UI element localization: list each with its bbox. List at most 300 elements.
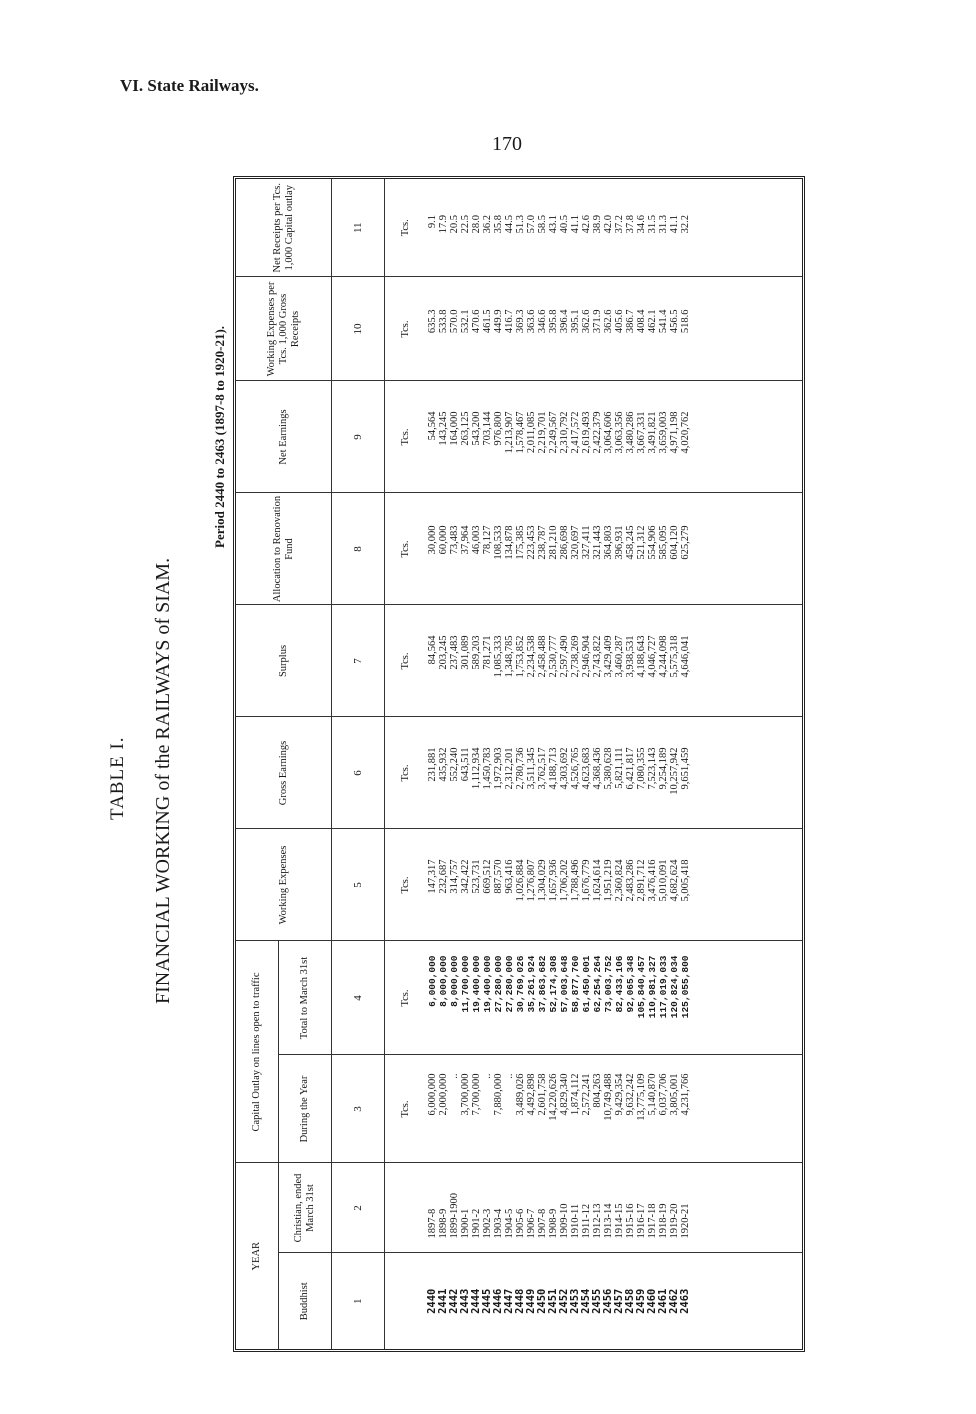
working-per-gross-header: Working Expenses per Tcs. 1,000 Gross Receipts: [236, 277, 332, 381]
table-cell: 42.6: [581, 215, 592, 234]
table-cell: 164,000: [449, 411, 460, 446]
table-cell: 408.4: [636, 309, 647, 334]
unit-label: Tcs.: [385, 605, 426, 717]
table-cell: 2456: [602, 1288, 614, 1314]
table-cell: 263,125: [460, 411, 471, 446]
table-cell: 1,450,783: [482, 747, 493, 790]
table-cell: 1908-9: [548, 1208, 559, 1239]
table-cell: 232,687: [438, 859, 449, 894]
table-cell: 4,244,098: [658, 635, 669, 678]
table-cell: 1,085,333: [493, 635, 504, 678]
table-cell: 396.4: [559, 309, 570, 334]
table-cell: 2,011,085: [526, 411, 537, 454]
financial-table-rotated: [236, 179, 802, 1349]
table-cell: 8,000,000: [438, 955, 449, 1007]
table-cell: 386.7: [625, 309, 636, 334]
table-cell: 362.6: [603, 309, 614, 334]
table-cell: 395.1: [570, 309, 581, 334]
net-per-capital-header: Net Receipts per Tcs. 1,000 Capital outlay: [236, 179, 332, 277]
table-cell: 1898-9: [438, 1208, 449, 1239]
table-cell: 589,203: [471, 635, 482, 670]
table-cell: 7,080,355: [636, 747, 647, 790]
column-number: 9: [332, 381, 385, 493]
table-cell: 4,623,683: [581, 747, 592, 790]
table-cell: 84,564: [427, 635, 438, 665]
table-cell: 541.4: [658, 309, 669, 334]
table-cell: 2461: [657, 1288, 669, 1314]
table-cell: 4,188,713: [548, 747, 559, 790]
table-cell: 1,578,467: [515, 411, 526, 454]
col-working-per-gross: [425, 277, 802, 381]
table-cell: 37.8: [625, 215, 636, 234]
table-cell: 781,271: [482, 635, 493, 670]
table-cell: 363.6: [526, 309, 537, 334]
column-number: 8: [332, 493, 385, 605]
table-cell: 625,279: [680, 525, 691, 560]
table-cell: 2,743,822: [592, 635, 603, 678]
table-cell: 1,657,936: [548, 859, 559, 902]
table-cell: 110,981,327: [647, 955, 658, 1019]
table-label: TABLE I.: [107, 736, 128, 820]
table-cell: 1,706,202: [559, 859, 570, 902]
table-cell: 41.1: [570, 215, 581, 234]
table-cell: 1,026,884: [515, 859, 526, 902]
table-cell: 78,127: [482, 525, 493, 555]
table-cell: 1,304,029: [537, 859, 548, 902]
unit-label: Tcs.: [385, 941, 426, 1055]
table-cell: 92,065,348: [625, 955, 636, 1013]
table-cell: 9.1: [427, 215, 438, 229]
table-cell: 2,619,493: [581, 411, 592, 454]
table-cell: 3,429,409: [603, 635, 614, 678]
table-cell: 4,829,340: [559, 1073, 570, 1116]
table-cell: 82,433,106: [614, 955, 625, 1013]
table-cell: 22.5: [460, 215, 471, 234]
table-cell: 13,775,109: [636, 1073, 647, 1121]
col-during-year: [425, 1055, 802, 1163]
table-cell: 1902-3: [482, 1208, 493, 1239]
table-cell: 1,951,219: [603, 859, 614, 902]
table-cell: 1913-14: [603, 1203, 614, 1239]
table-cell: 543,200: [471, 411, 482, 446]
unit-blank: [385, 1253, 426, 1349]
table-cell: 314,757: [449, 859, 460, 894]
table-cell: 105,840,457: [636, 955, 647, 1019]
table-cell: 9,254,189: [658, 747, 669, 790]
table-cell: 73,483: [449, 525, 460, 555]
table-cell: 2453: [569, 1288, 581, 1314]
table-cell: 1917-18: [647, 1203, 658, 1239]
table-cell: 552,240: [449, 747, 460, 782]
table-cell: 2459: [635, 1288, 647, 1314]
table-cell: 5,010,091: [658, 859, 669, 902]
table-cell: 40.5: [559, 215, 570, 234]
table-cell: 518.6: [680, 309, 691, 334]
table-cell: 1899-1900: [449, 1193, 460, 1239]
table-cell: 1911-12: [581, 1203, 592, 1239]
table-cell: 604,120: [669, 525, 680, 560]
table-cell: 2,000,000: [438, 1073, 449, 1116]
table-cell: 1909-10: [559, 1203, 570, 1239]
table-cell: 362.6: [581, 309, 592, 334]
table-cell: 2,249,567: [548, 411, 559, 454]
table-cell: 4,682,624: [669, 859, 680, 902]
table-cell: 371.9: [592, 309, 603, 334]
table-cell: 11,700,000: [460, 955, 471, 1013]
table-cell: 3,460,287: [614, 635, 625, 678]
table-cell: 2,219,701: [537, 411, 548, 454]
table-cell: 117,019,033: [658, 955, 669, 1019]
unit-label: Tcs.: [385, 381, 426, 493]
table-cell: 3,489,026: [515, 1073, 526, 1116]
table-cell: 37.2: [614, 215, 625, 234]
table-cell: 4,368,436: [592, 747, 603, 790]
table-cell: 1919-20: [669, 1203, 680, 1239]
table-cell: 1,276,807: [526, 859, 537, 902]
table-cell: 7,700,000: [471, 1073, 482, 1116]
table-cell: 175,385: [515, 525, 526, 560]
table-cell: 416.7: [504, 309, 515, 334]
table-cell: 3,491,821: [647, 411, 658, 454]
table-cell: 1905-6: [515, 1208, 526, 1239]
table-cell: 3,667,331: [636, 411, 647, 454]
column-number: 6: [332, 717, 385, 829]
table-cell: 887,570: [493, 859, 504, 894]
table-cell: 1,213,907: [504, 411, 515, 454]
table-cell: 4,303,692: [559, 747, 570, 790]
table-cell: 27,280,000: [493, 955, 504, 1013]
table-cell: 2,417,572: [570, 411, 581, 454]
table-cell: 2458: [624, 1288, 636, 1314]
table-cell: 1906-7: [526, 1208, 537, 1239]
table-cell: 6,037,706: [658, 1073, 669, 1116]
table-cell: 4,526,765: [570, 747, 581, 790]
table-cell: 1915-16: [625, 1203, 636, 1239]
column-number: 4: [332, 941, 385, 1055]
working-expenses-header: Working Expenses: [236, 829, 332, 941]
column-number: 10: [332, 277, 385, 381]
table-cell: 585,095: [658, 525, 669, 560]
table-cell: 364,803: [603, 525, 614, 560]
table-cell: 223,453: [526, 525, 537, 560]
total-march-header: Total to March 31st: [279, 941, 332, 1055]
table-cell: 1,788,496: [570, 859, 581, 902]
table-cell: 435,932: [438, 747, 449, 782]
table-cell: 3,480,286: [625, 411, 636, 454]
table-cell: 9,651,459: [680, 747, 691, 790]
table-cell: 36.2: [482, 215, 493, 234]
table-cell: 6,421,817: [625, 747, 636, 790]
table-cell: 554,906: [647, 525, 658, 560]
table-cell: 369.3: [515, 309, 526, 334]
table-cell: 4,046,727: [647, 635, 658, 678]
christian-header: Christian, ended March 31st: [279, 1163, 332, 1253]
table-cell: 19,400,000: [482, 955, 493, 1013]
table-cell: 14,220,626: [548, 1073, 559, 1121]
table-cell: 1916-17: [636, 1203, 647, 1239]
table-cell: 1907-8: [537, 1208, 548, 1239]
table-cell: 2451: [547, 1288, 559, 1314]
table-cell: 60,000: [438, 525, 449, 555]
table-cell: 1,972,903: [493, 747, 504, 790]
table-cell: 2,946,904: [581, 635, 592, 678]
table-cell: 5,575,318: [669, 635, 680, 678]
unit-label: Tcs.: [385, 829, 426, 941]
table-cell: 10,749,488: [603, 1073, 614, 1121]
table-cell: 1,112,934: [471, 747, 482, 790]
unit-label: Tcs.: [385, 179, 426, 277]
table-cell: 2445: [481, 1288, 493, 1314]
table-cell: 42.0: [603, 215, 614, 234]
table-cell: 2446: [492, 1288, 504, 1314]
table-cell: 4,020,762: [680, 411, 691, 454]
table-cell: 44.5: [504, 215, 515, 234]
table-cell: 321,443: [592, 525, 603, 560]
table-cell: 2,483,286: [625, 859, 636, 902]
table-cell: 1,624,614: [592, 859, 603, 902]
table-cell: 320,697: [570, 525, 581, 560]
allocation-header: Allocation to Renovation Fund: [236, 493, 332, 605]
table-cell: 1,348,785: [504, 635, 515, 678]
table-cell: 1,874,112: [570, 1073, 581, 1116]
table-cell: 643,511: [460, 747, 471, 782]
table-cell: 203,245: [438, 635, 449, 670]
table-cell: 2463: [679, 1288, 691, 1314]
table-cell: 2,891,712: [636, 859, 647, 902]
table-cell: 2460: [646, 1288, 658, 1314]
table-cell: 3,700,000: [460, 1073, 471, 1116]
table-cell: 669,512: [482, 859, 493, 894]
table-cell: 523,731: [471, 859, 482, 894]
table-cell: 2,597,490: [559, 635, 570, 678]
table-cell: ..: [449, 1073, 460, 1079]
buddhist-header: Buddhist: [279, 1253, 332, 1349]
table-cell: 3,476,416: [647, 859, 658, 902]
table-cell: 2450: [536, 1288, 548, 1314]
table-cell: 281,210: [548, 525, 559, 560]
table-cell: 5,005,418: [680, 859, 691, 902]
table-cell: 458,245: [625, 525, 636, 560]
table-cell: 6,000,000: [427, 1073, 438, 1116]
table-cell: 27,280,000: [504, 955, 515, 1013]
table-cell: 4,492,898: [526, 1073, 537, 1116]
table-cell: 43.1: [548, 215, 559, 234]
table-cell: 28.0: [471, 215, 482, 234]
col-surplus: [425, 605, 802, 717]
table-cell: ..: [504, 1073, 515, 1079]
table-cell: 10,257,942: [669, 747, 680, 795]
table-cell: 1903-4: [493, 1208, 504, 1239]
table-cell: 2440: [426, 1288, 438, 1314]
column-number: 11: [332, 179, 385, 277]
unit-label: Tcs.: [385, 493, 426, 605]
table-cell: 2,234,538: [526, 635, 537, 678]
table-cell: 346.6: [537, 309, 548, 334]
table-cell: 61,450,001: [581, 955, 592, 1013]
column-number: 7: [332, 605, 385, 717]
table-cell: 2462: [668, 1288, 680, 1314]
table-cell: 108,533: [493, 525, 504, 560]
table-cell: 342,422: [460, 859, 471, 894]
table-cell: 327,411: [581, 525, 592, 560]
table-cell: 46,003: [471, 525, 482, 555]
table-cell: 30,769,026: [515, 955, 526, 1013]
column-number: 5: [332, 829, 385, 941]
table-cell: 5,821,111: [614, 747, 625, 789]
period-caption: Period 2440 to 2463 (1897-8 to 1920-21).: [212, 325, 227, 548]
year-header: YEAR: [236, 1163, 279, 1349]
table-cell: 2457: [613, 1288, 625, 1314]
table-cell: 533.8: [438, 309, 449, 334]
table-cell: 35.8: [493, 215, 504, 234]
table-cell: 2,780,736: [515, 747, 526, 790]
table-cell: 1914-15: [614, 1203, 625, 1239]
table-cell: 37,863,682: [537, 955, 548, 1013]
table-cell: 7,523,143: [647, 747, 658, 790]
table-cell: ..: [482, 1073, 493, 1079]
table-cell: 31.3: [658, 215, 669, 234]
col-gross-earnings: [425, 717, 802, 829]
table-cell: 2444: [470, 1288, 482, 1314]
table-cell: 4,188,643: [636, 635, 647, 678]
table-cell: 32.2: [680, 215, 691, 234]
table-cell: 2452: [558, 1288, 570, 1314]
table-cell: 976,800: [493, 411, 504, 446]
table-cell: 2443: [459, 1288, 471, 1314]
table-cell: 35,261,924: [526, 955, 537, 1013]
table-cell: 1,676,779: [581, 859, 592, 902]
table-cell: 4,231,766: [680, 1073, 691, 1116]
table-cell: 3,511,345: [526, 747, 537, 790]
gross-earnings-header: Gross Earnings: [236, 717, 332, 829]
table-cell: 532.1: [460, 309, 471, 334]
table-cell: 4,646,041: [680, 635, 691, 678]
table-cell: 703,144: [482, 411, 493, 446]
column-number: 2: [332, 1163, 385, 1253]
table-cell: 2449: [525, 1288, 537, 1314]
table-cell: 2,601,758: [537, 1073, 548, 1116]
table-cell: 147,317: [427, 859, 438, 894]
table-cell: 2,738,269: [570, 635, 581, 678]
table-cell: 238,787: [537, 525, 548, 560]
table-cell: 2455: [591, 1288, 603, 1314]
table-cell: 570.0: [449, 309, 460, 334]
col-buddhist: [425, 1253, 802, 1349]
table-cell: 1912-13: [592, 1203, 603, 1239]
table-cell: 51.3: [515, 215, 526, 234]
unit-label: Tcs.: [385, 717, 426, 829]
table-cell: 2,530,777: [548, 635, 559, 678]
table-cell: 1920-21: [680, 1203, 691, 1239]
column-number: 3: [332, 1055, 385, 1163]
table-cell: 57,003,648: [559, 955, 570, 1013]
table-cell: 1900-1: [460, 1208, 471, 1239]
table-cell: 58,877,760: [570, 955, 581, 1013]
table-cell: 58.5: [537, 215, 548, 234]
table-cell: 1918-19: [658, 1203, 669, 1239]
table-cell: 237,483: [449, 635, 460, 670]
table-cell: 62,254,264: [592, 955, 603, 1013]
table-cell: 5,140,870: [647, 1073, 658, 1116]
table-cell: 521,312: [636, 525, 647, 560]
table-cell: 3,659,003: [658, 411, 669, 454]
table-cell: 30,000: [427, 525, 438, 555]
table-cell: 7,880,000: [493, 1073, 504, 1116]
table-cell: 462.1: [647, 309, 658, 334]
col-christian: [425, 1163, 802, 1253]
unit-blank: [385, 1163, 426, 1253]
table-cell: 73,003,752: [603, 955, 614, 1013]
col-allocation: [425, 493, 802, 605]
table-cell: 52,174,308: [548, 955, 559, 1013]
table-cell: 134,878: [504, 525, 515, 560]
table-cell: 2,360,824: [614, 859, 625, 902]
table-cell: 38.9: [592, 215, 603, 234]
table-title: FINANCIAL WORKING of the RAILWAYS of SIAM.: [152, 557, 174, 1004]
table-cell: 9,632,242: [625, 1073, 636, 1116]
col-net-per-capital: [425, 179, 802, 277]
table-cell: 3,063,356: [614, 411, 625, 454]
col-net-earnings: [425, 381, 802, 493]
table-cell: 57.0: [526, 215, 537, 234]
table-cell: 2,458,488: [537, 635, 548, 678]
table-cell: 2447: [503, 1288, 515, 1314]
surplus-header: Surplus: [236, 605, 332, 717]
table-cell: 6,000,000: [427, 955, 438, 1007]
table-cell: 2,312,201: [504, 747, 515, 790]
table-cell: 449.9: [493, 309, 504, 334]
table-cell: 405.6: [614, 309, 625, 334]
table-cell: 54,564: [427, 411, 438, 441]
table-cell: 34.6: [636, 215, 647, 234]
section-heading: VI. State Railways.: [120, 76, 259, 95]
table-cell: 9,429,354: [614, 1073, 625, 1116]
unit-label: Tcs.: [385, 277, 426, 381]
table-cell: 470.6: [471, 309, 482, 334]
table-cell: 41.1: [669, 215, 680, 234]
table-cell: 8,000,000: [449, 955, 460, 1007]
table-cell: 2454: [580, 1288, 592, 1314]
table-cell: 1910-11: [570, 1203, 581, 1239]
table-cell: 963,416: [504, 859, 515, 894]
table-cell: 4,971,198: [669, 411, 680, 454]
table-cell: 19,400,000: [471, 955, 482, 1013]
table-cell: 1897-8: [427, 1208, 438, 1239]
table-cell: 1904-5: [504, 1208, 515, 1239]
table-cell: 31.5: [647, 215, 658, 234]
table-cell: 37,964: [460, 525, 471, 555]
table-cell: 3,064,606: [603, 411, 614, 454]
table-cell: 143,245: [438, 411, 449, 446]
table-cell: 2,422,379: [592, 411, 603, 454]
column-number: 1: [332, 1253, 385, 1349]
col-working-expenses: [425, 829, 802, 941]
table-cell: 3,938,531: [625, 635, 636, 678]
net-earnings-header: Net Earnings: [236, 381, 332, 493]
during-year-header: During the Year: [279, 1055, 332, 1163]
table-cell: 804,263: [592, 1073, 603, 1108]
capital-outlay-header: Capital Outlay on lines open to traffic: [236, 941, 279, 1163]
table-cell: 125,055,800: [680, 955, 691, 1019]
table-cell: 2448: [514, 1288, 526, 1314]
table-cell: 20.5: [449, 215, 460, 234]
table-cell: 1901-2: [471, 1208, 482, 1239]
financial-table: [236, 179, 802, 1349]
col-total-march: [425, 941, 802, 1055]
table-cell: 635.3: [427, 309, 438, 334]
table-cell: 395.8: [548, 309, 559, 334]
table-cell: 286,698: [559, 525, 570, 560]
